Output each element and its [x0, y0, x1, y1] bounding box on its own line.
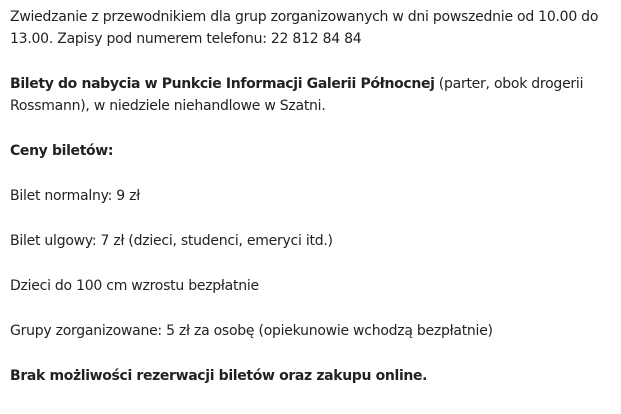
ticket-purchase-rest: (parter, obok drogerii Rossmann), w niedziele niehandlowe w Szatni.: [10, 76, 584, 114]
prices-heading-text: Ceny biletów:: [10, 143, 114, 159]
no-reservation-note: [10, 365, 610, 387]
guided-tour-text: Zwiedzanie z przewodnikiem dla grup zorganizowanych w dni powszednie od 10.00 do 13.00. Zapisy pod numerem telefonu: 22 812 84 84: [10, 9, 599, 47]
ticket-info-content: [10, 6, 610, 410]
price-children: Dzieci do 100 cm wzrostu bezpłatnie: [10, 278, 259, 294]
no-reservation-text: Brak możliwości rezerwacji biletów oraz zakupu online.: [10, 368, 428, 384]
price-reduced: Bilet ulgowy: 7 zł (dzieci, studenci, emeryci itd.): [10, 233, 333, 249]
price-normal: Bilet normalny: 9 zł: [10, 188, 140, 204]
prices-heading: [10, 140, 610, 162]
ticket-purchase-bold: Bilety do nabycia w Punkcie Informacji Galerii Północnej: [10, 76, 435, 92]
ticket-purchase-text: [10, 73, 610, 117]
price-groups: Grupy zorganizowane: 5 zł za osobę (opiekunowie wchodzą bezpłatnie): [10, 323, 493, 339]
